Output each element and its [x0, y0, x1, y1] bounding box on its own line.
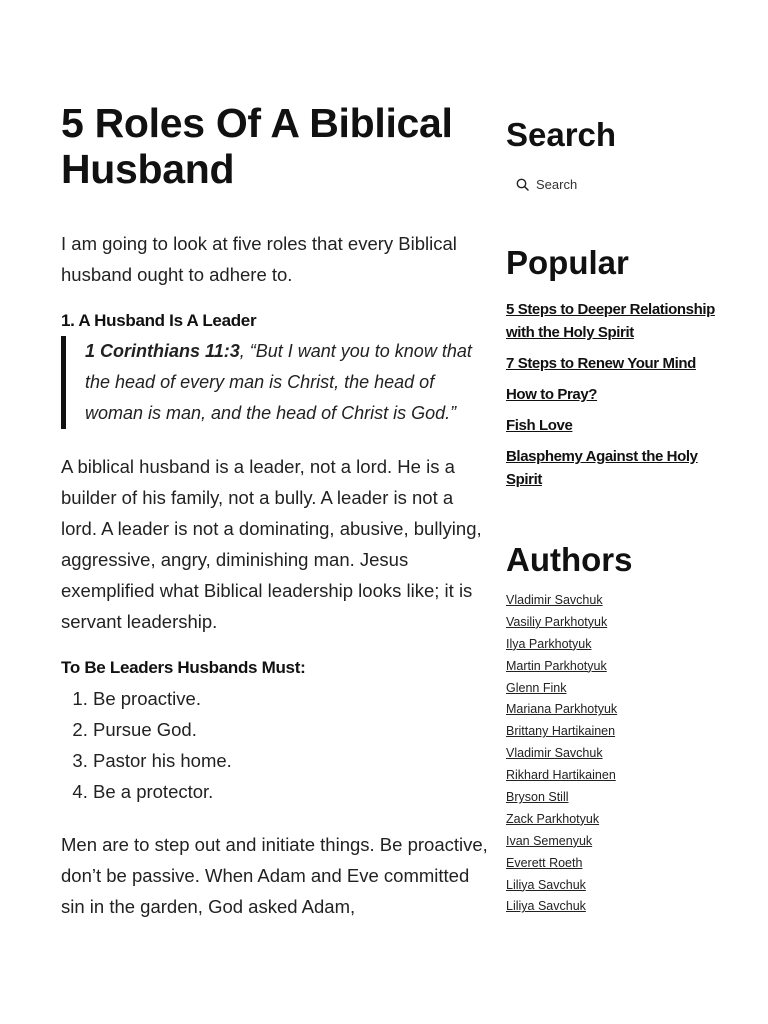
article-paragraph: Men are to step out and initiate things. Be proactive, don’t be passive. When Adam and Eve committed sin in the garden, God asked Adam,: [61, 834, 488, 917]
author-link[interactable]: Liliya Savchuk: [506, 899, 586, 914]
popular-widget-title: Popular: [506, 244, 629, 281]
popular-post-link[interactable]: 7 Steps to Renew Your Mind: [506, 355, 696, 372]
list-item: [506, 298, 726, 344]
author-link[interactable]: Brittany Hartikainen: [506, 724, 616, 739]
list-item: [506, 698, 726, 720]
list-item: [506, 445, 726, 491]
leader-requirements-list: [61, 683, 491, 807]
list-item: [506, 742, 726, 764]
article-title: 5 Roles Of A Biblical Husband: [61, 100, 453, 192]
list-item: [506, 895, 726, 917]
list-item: [506, 830, 726, 852]
author-link[interactable]: Ilya Parkhotyuk: [506, 636, 592, 651]
list-item: [506, 414, 726, 437]
author-link[interactable]: Ivan Semenyuk: [506, 833, 593, 848]
list-item: [506, 764, 726, 786]
author-link[interactable]: Vasiliy Parkhotyuk: [506, 614, 608, 629]
author-link[interactable]: Martin Parkhotyuk: [506, 658, 607, 673]
authors-list: [506, 589, 726, 917]
popular-posts-list: [506, 298, 726, 491]
list-item: [506, 589, 726, 611]
scripture-reference: 1 Corinthians 11:3: [85, 341, 240, 361]
author-link[interactable]: Vladimir Savchuk: [506, 746, 603, 761]
search-widget-title: Search: [506, 116, 617, 153]
author-link[interactable]: Rikhard Hartikainen: [506, 768, 616, 783]
author-link[interactable]: Mariana Parkhotyuk: [506, 702, 618, 717]
list-item: [506, 352, 726, 375]
list-item: [506, 874, 726, 896]
list-item: 4. Be a protector.: [93, 776, 491, 807]
author-link[interactable]: Vladimir Savchuk: [506, 593, 603, 607]
author-link[interactable]: Everett Roeth: [506, 855, 583, 870]
popular-post-link[interactable]: 5 Steps to Deeper Relationship with the Holy Spirit: [506, 301, 715, 341]
list-item: [506, 633, 726, 655]
list-item: 3. Pastor his home.: [93, 745, 491, 776]
list-item: [506, 808, 726, 830]
list-item: [506, 852, 726, 874]
section-heading-leader: 1. A Husband Is A Leader: [61, 311, 257, 330]
article: [61, 100, 491, 922]
list-item: 2. Pursue God.: [93, 714, 491, 745]
popular-post-link[interactable]: How to Pray?: [506, 386, 598, 403]
search-box[interactable]: [506, 172, 726, 196]
list-item: [506, 383, 726, 406]
scripture-quote: [61, 336, 491, 429]
list-item: [506, 786, 726, 808]
author-link[interactable]: Bryson Still: [506, 790, 569, 805]
article-paragraph: A biblical husband is a leader, not a lord. He is a builder of his family, not a bully. A leader is not a lord. A leader is not a dominating, abusive, bullying, aggressive, angry, diminishing man. Jesus exemplified what Biblical leadership looks like; it is servant leadership.: [61, 456, 482, 632]
sidebar: [506, 112, 726, 917]
magnifier-icon: [516, 178, 529, 191]
list-item: [506, 655, 726, 677]
popular-post-link[interactable]: Fish Love: [506, 417, 573, 434]
author-link[interactable]: Zack Parkhotyuk: [506, 811, 600, 826]
article-intro: I am going to look at five roles that every Biblical husband ought to adhere to.: [61, 233, 457, 285]
popular-post-link[interactable]: Blasphemy Against the Holy Spirit: [506, 448, 698, 488]
authors-widget-title: Authors: [506, 541, 633, 578]
list-heading: To Be Leaders Husbands Must:: [61, 658, 306, 677]
list-item: [506, 611, 726, 633]
scripture-text: , “But I want you to know that the head of every man is Christ, the head of woman is man, and the head of Christ is God.”: [85, 341, 472, 423]
list-item: 1. Be proactive.: [93, 683, 491, 714]
list-item: [506, 720, 726, 742]
search-input[interactable]: [536, 177, 686, 192]
list-item: [506, 677, 726, 699]
author-link[interactable]: Glenn Fink: [506, 680, 567, 695]
author-link[interactable]: Liliya Savchuk: [506, 877, 586, 892]
